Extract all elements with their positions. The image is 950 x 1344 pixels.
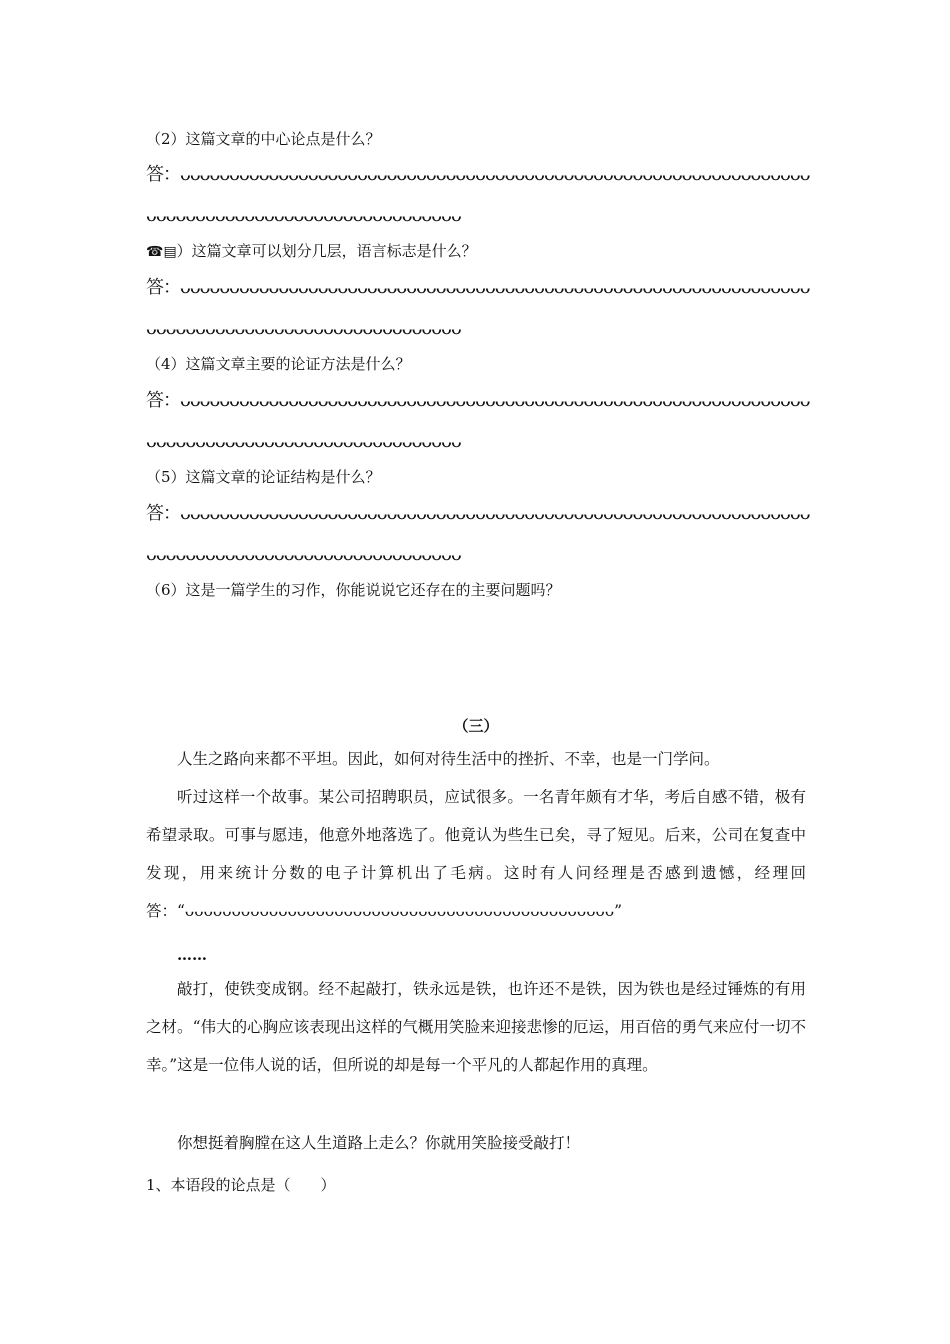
question-5-answer-line-continued: ᴗᴗᴗᴗᴗᴗᴗᴗᴗᴗᴗᴗᴗᴗᴗᴗᴗᴗᴗᴗᴗᴗᴗᴗᴗᴗᴗᴗᴗᴗᴗᴗ xyxy=(146,544,461,565)
question-3-answer-line-continued: ᴗᴗᴗᴗᴗᴗᴗᴗᴗᴗᴗᴗᴗᴗᴗᴗᴗᴗᴗᴗᴗᴗᴗᴗᴗᴗᴗᴗᴗᴗᴗᴗ xyxy=(146,318,461,339)
paragraph-4: 你想挺着胸膛在这人生道路上走么？你就用笑脸接受敲打！ xyxy=(177,1134,581,1152)
question-4-answer-line: 答：ᴗᴗᴗᴗᴗᴗᴗᴗᴗᴗᴗᴗᴗᴗᴗᴗᴗᴗᴗᴗᴗᴗᴗᴗᴗᴗᴗᴗᴗᴗᴗᴗᴗᴗᴗᴗᴗᴗᴗᴗᴗᴗᴗᴗᴗᴗᴗᴗᴗᴗᴗᴗᴗᴗᴗᴗᴗᴗᴗᴗᴗᴗᴗᴗ xyxy=(146,390,810,411)
question-5-prompt: （5）这篇文章的论证结构是什么？ xyxy=(146,468,381,486)
phone-list-icon: ☎▤ xyxy=(146,244,177,260)
paragraph-2: 听过这样一个故事。某公司招聘职员，应试很多。一名青年颇有才华，考后自感不错，极有希望录取。可事与愿违，他意外地落选了。他竟认为些生已矣，寻了短见。后来，公司在复查中发现，用来统计分数的电子计算机出了毛病。这时有人问经理是否感到遗憾，经理回答：“ᴗᴗᴗᴗᴗᴗᴗᴗᴗᴗᴗᴗᴗᴗᴗᴗᴗᴗᴗᴗᴗᴗᴗᴗᴗᴗᴗᴗᴗᴗᴗᴗᴗᴗᴗᴗᴗᴗᴗᴗᴗᴗᴗᴗᴗᴗ” xyxy=(146,788,806,920)
section-heading: （三） xyxy=(453,717,499,735)
question-4-prompt: （4）这篇文章主要的论证方法是什么？ xyxy=(146,355,411,373)
ellipsis: …… xyxy=(177,946,207,964)
paragraph-1: 人生之路向来都不平坦。因此，如何对待生活中的挫折、不幸，也是一门学问。 xyxy=(177,750,720,768)
question-4-answer-line-continued: ᴗᴗᴗᴗᴗᴗᴗᴗᴗᴗᴗᴗᴗᴗᴗᴗᴗᴗᴗᴗᴗᴗᴗᴗᴗᴗᴗᴗᴗᴗᴗᴗ xyxy=(146,431,461,452)
question-2-prompt: （2）这篇文章的中心论点是什么？ xyxy=(146,130,381,148)
question-5-answer-line: 答：ᴗᴗᴗᴗᴗᴗᴗᴗᴗᴗᴗᴗᴗᴗᴗᴗᴗᴗᴗᴗᴗᴗᴗᴗᴗᴗᴗᴗᴗᴗᴗᴗᴗᴗᴗᴗᴗᴗᴗᴗᴗᴗᴗᴗᴗᴗᴗᴗᴗᴗᴗᴗᴗᴗᴗᴗᴗᴗᴗᴗᴗᴗᴗᴗ xyxy=(146,503,810,524)
question-2-answer-line-continued: ᴗᴗᴗᴗᴗᴗᴗᴗᴗᴗᴗᴗᴗᴗᴗᴗᴗᴗᴗᴗᴗᴗᴗᴗᴗᴗᴗᴗᴗᴗᴗᴗ xyxy=(146,205,461,226)
question-3-prompt-line xyxy=(146,241,477,262)
paragraph-3: 敲打，使铁变成钢。经不起敲打，铁永远是铁，也许还不是铁，因为铁也是经过锤炼的有用之材。“伟大的心胸应该表现出这样的气概用笑脸来迎接悲惨的厄运，用百倍的勇气来应付一切不幸。”这是一位伟人说的话，但所说的却是每一个平凡的人都起作用的真理。 xyxy=(146,980,806,1074)
question-6-prompt: （6）这是一篇学生的习作，你能说说它还存在的主要问题吗？ xyxy=(146,581,561,599)
question-1-prompt: 1、本语段的论点是（ ） xyxy=(146,1176,336,1194)
question-3-prompt: ）这篇文章可以划分几层，语言标志是什么？ xyxy=(176,242,477,260)
question-2-answer-line: 答：ᴗᴗᴗᴗᴗᴗᴗᴗᴗᴗᴗᴗᴗᴗᴗᴗᴗᴗᴗᴗᴗᴗᴗᴗᴗᴗᴗᴗᴗᴗᴗᴗᴗᴗᴗᴗᴗᴗᴗᴗᴗᴗᴗᴗᴗᴗᴗᴗᴗᴗᴗᴗᴗᴗᴗᴗᴗᴗᴗᴗᴗᴗᴗᴗ xyxy=(146,164,810,185)
question-3-answer-line: 答：ᴗᴗᴗᴗᴗᴗᴗᴗᴗᴗᴗᴗᴗᴗᴗᴗᴗᴗᴗᴗᴗᴗᴗᴗᴗᴗᴗᴗᴗᴗᴗᴗᴗᴗᴗᴗᴗᴗᴗᴗᴗᴗᴗᴗᴗᴗᴗᴗᴗᴗᴗᴗᴗᴗᴗᴗᴗᴗᴗᴗᴗᴗᴗᴗ xyxy=(146,277,810,298)
